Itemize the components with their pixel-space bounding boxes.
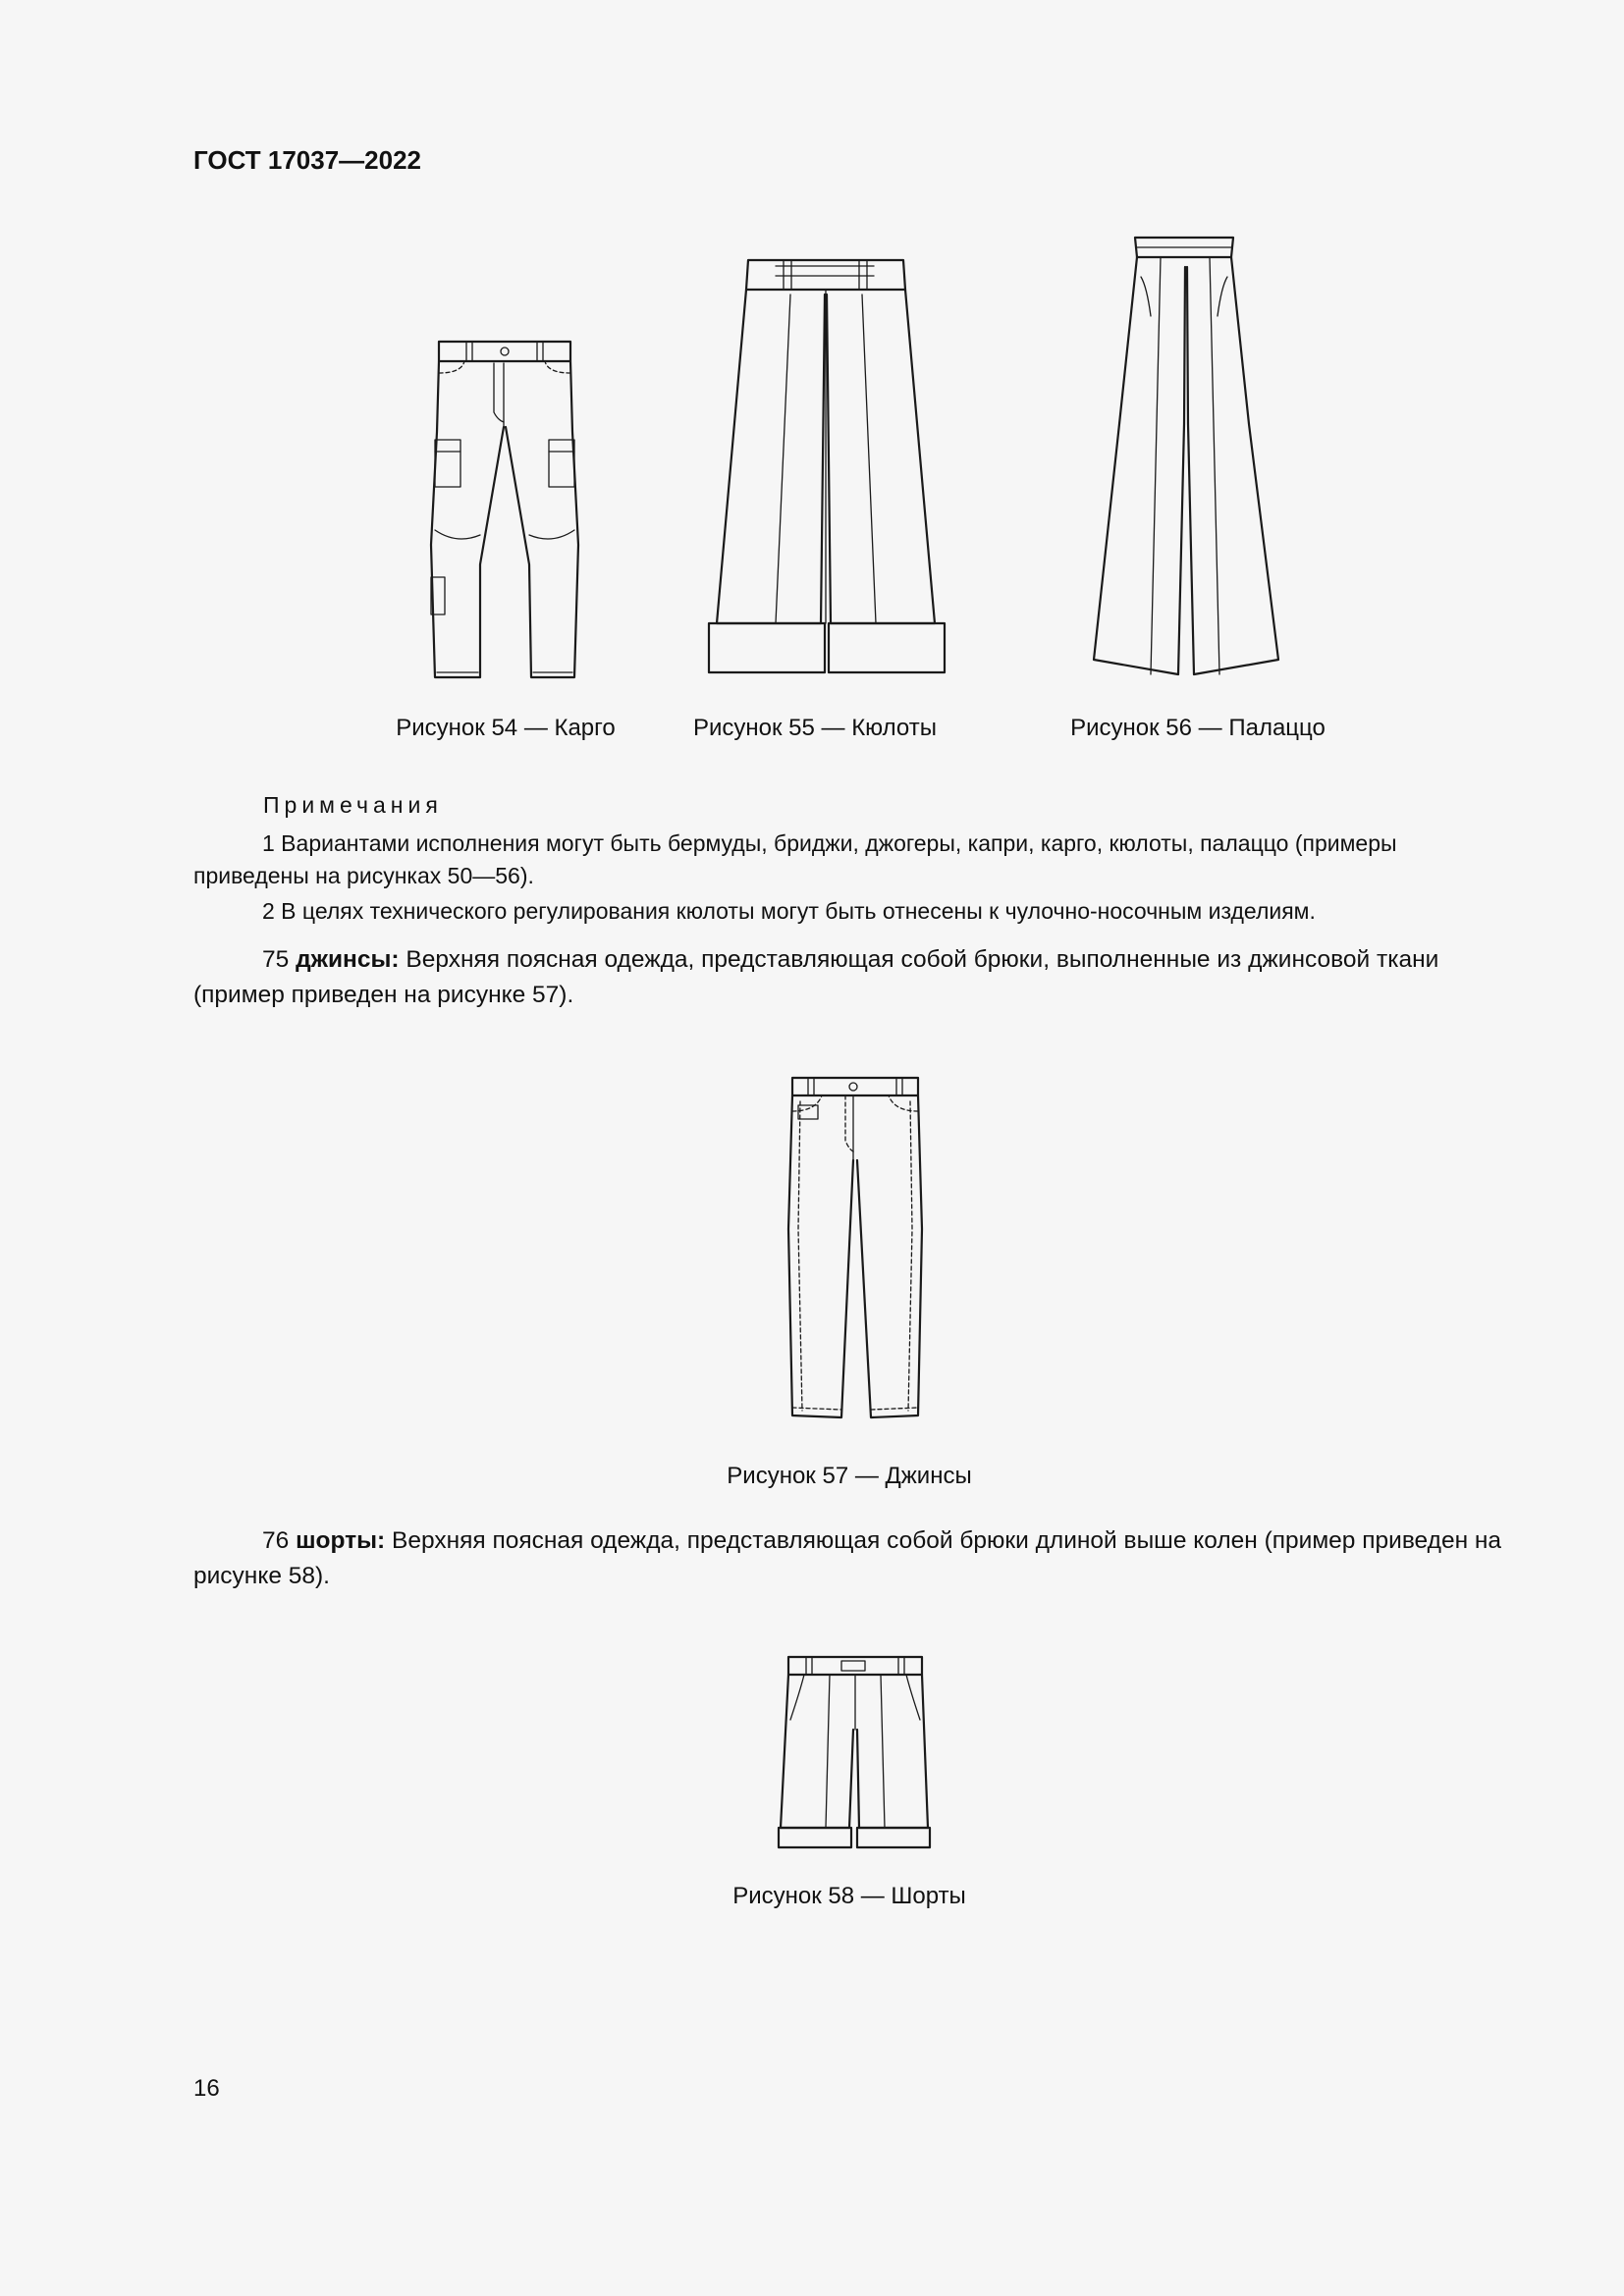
figure-56-caption: Рисунок 56 — Палаццо (1070, 715, 1326, 741)
term-76-paragraph (193, 1523, 1507, 1594)
term-76-term: шорты: (296, 1527, 386, 1554)
page-number: 16 (193, 2075, 220, 2102)
figure-57-jeans-drawing (781, 1072, 928, 1425)
figure-58-caption: Рисунок 58 — Шорты (732, 1883, 966, 1909)
term-75-number: 75 (262, 946, 290, 973)
figure-54-caption: Рисунок 54 — Карго (396, 715, 616, 741)
note-1: 1 Вариантами исполнения могут быть бермуды, бриджи, джогеры, капри, карго, кюлоты, палаццо (примеры приведены на рисунках 50—56). (193, 830, 1397, 888)
figure-57-caption: Рисунок 57 — Джинсы (727, 1463, 972, 1489)
term-75-definition: Верхняя поясная одежда, представляющая собой брюки, выполненные из джинсовой ткани (пример приведен на рисунке 57). (193, 946, 1439, 1008)
term-76-number: 76 (262, 1527, 290, 1554)
term-76-definition: Верхняя поясная одежда, представляющая собой брюки длиной выше колен (пример приведен на рисунке 58). (193, 1527, 1502, 1589)
figure-54-cargo-pants-drawing (417, 334, 594, 682)
term-75-term: джинсы: (296, 946, 400, 973)
document-header: ГОСТ 17037—2022 (193, 145, 421, 175)
note-2: 2 В целях технического регулирования кюлоты могут быть отнесены к чулочно-носочным изделиям. (262, 898, 1316, 924)
figure-58-shorts-drawing (771, 1651, 938, 1852)
figure-55-caption: Рисунок 55 — Кюлоты (692, 715, 937, 741)
figure-55-culottes-drawing (697, 250, 952, 682)
term-75-paragraph (193, 942, 1507, 1013)
notes-title: Примечания (263, 792, 443, 818)
figure-56-palazzo-drawing (1080, 228, 1296, 679)
